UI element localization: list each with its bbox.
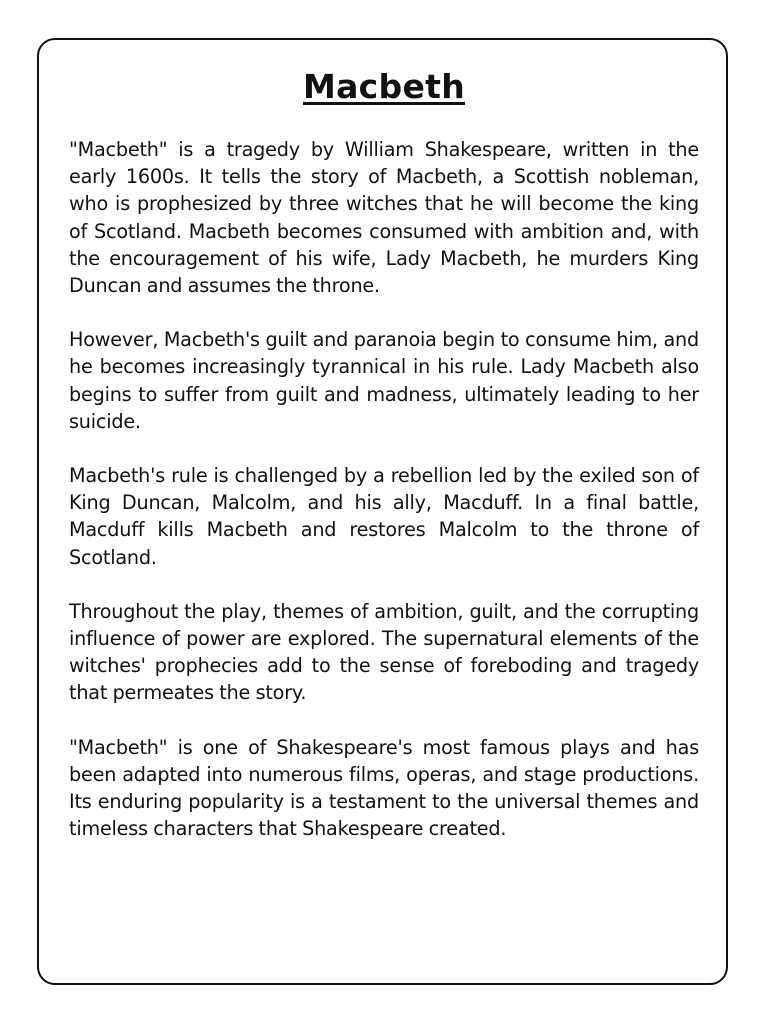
paragraph-intro: "Macbeth" is a tragedy by William Shakespeare, written in the early 1600s. It tells the story of Macbeth, a Scottish nobleman, who is prophesized by three witches that he will become the king of Scotland. Macbeth becomes consumed with ambition and, with the encouragement of his wife, Lady Macbeth, he murders King Duncan and assumes the throne. [69,138,699,298]
paragraph-legacy: "Macbeth" is one of Shakespeare's most famous plays and has been adapted into numerous films, operas, and stage productions. Its enduring popularity is a testament to the universal themes and timeless characters that Shakespeare created. [69,735,699,841]
document-title: Macbeth [302,67,466,106]
document-body [69,136,699,869]
paragraph-themes: Throughout the play, themes of ambition, guilt, and the corrupting influence of power are explored. The supernatural elements of the witches' prophecies add to the sense of foreboding and tragedy that permeates the story. [69,599,699,705]
paragraph-guilt: However, Macbeth's guilt and paranoia begin to consume him, and he becomes increasingly tyrannical in his rule. Lady Macbeth also begins to suffer from guilt and madness, ultimately leading to her suicide. [69,328,699,433]
paragraph-rebellion: Macbeth's rule is challenged by a rebellion led by the exiled son of King Duncan, Malcolm, and his ally, Macduff. In a final battle, Macduff kills Macbeth and restores Malcolm to the throne of Scotland. [69,464,699,569]
